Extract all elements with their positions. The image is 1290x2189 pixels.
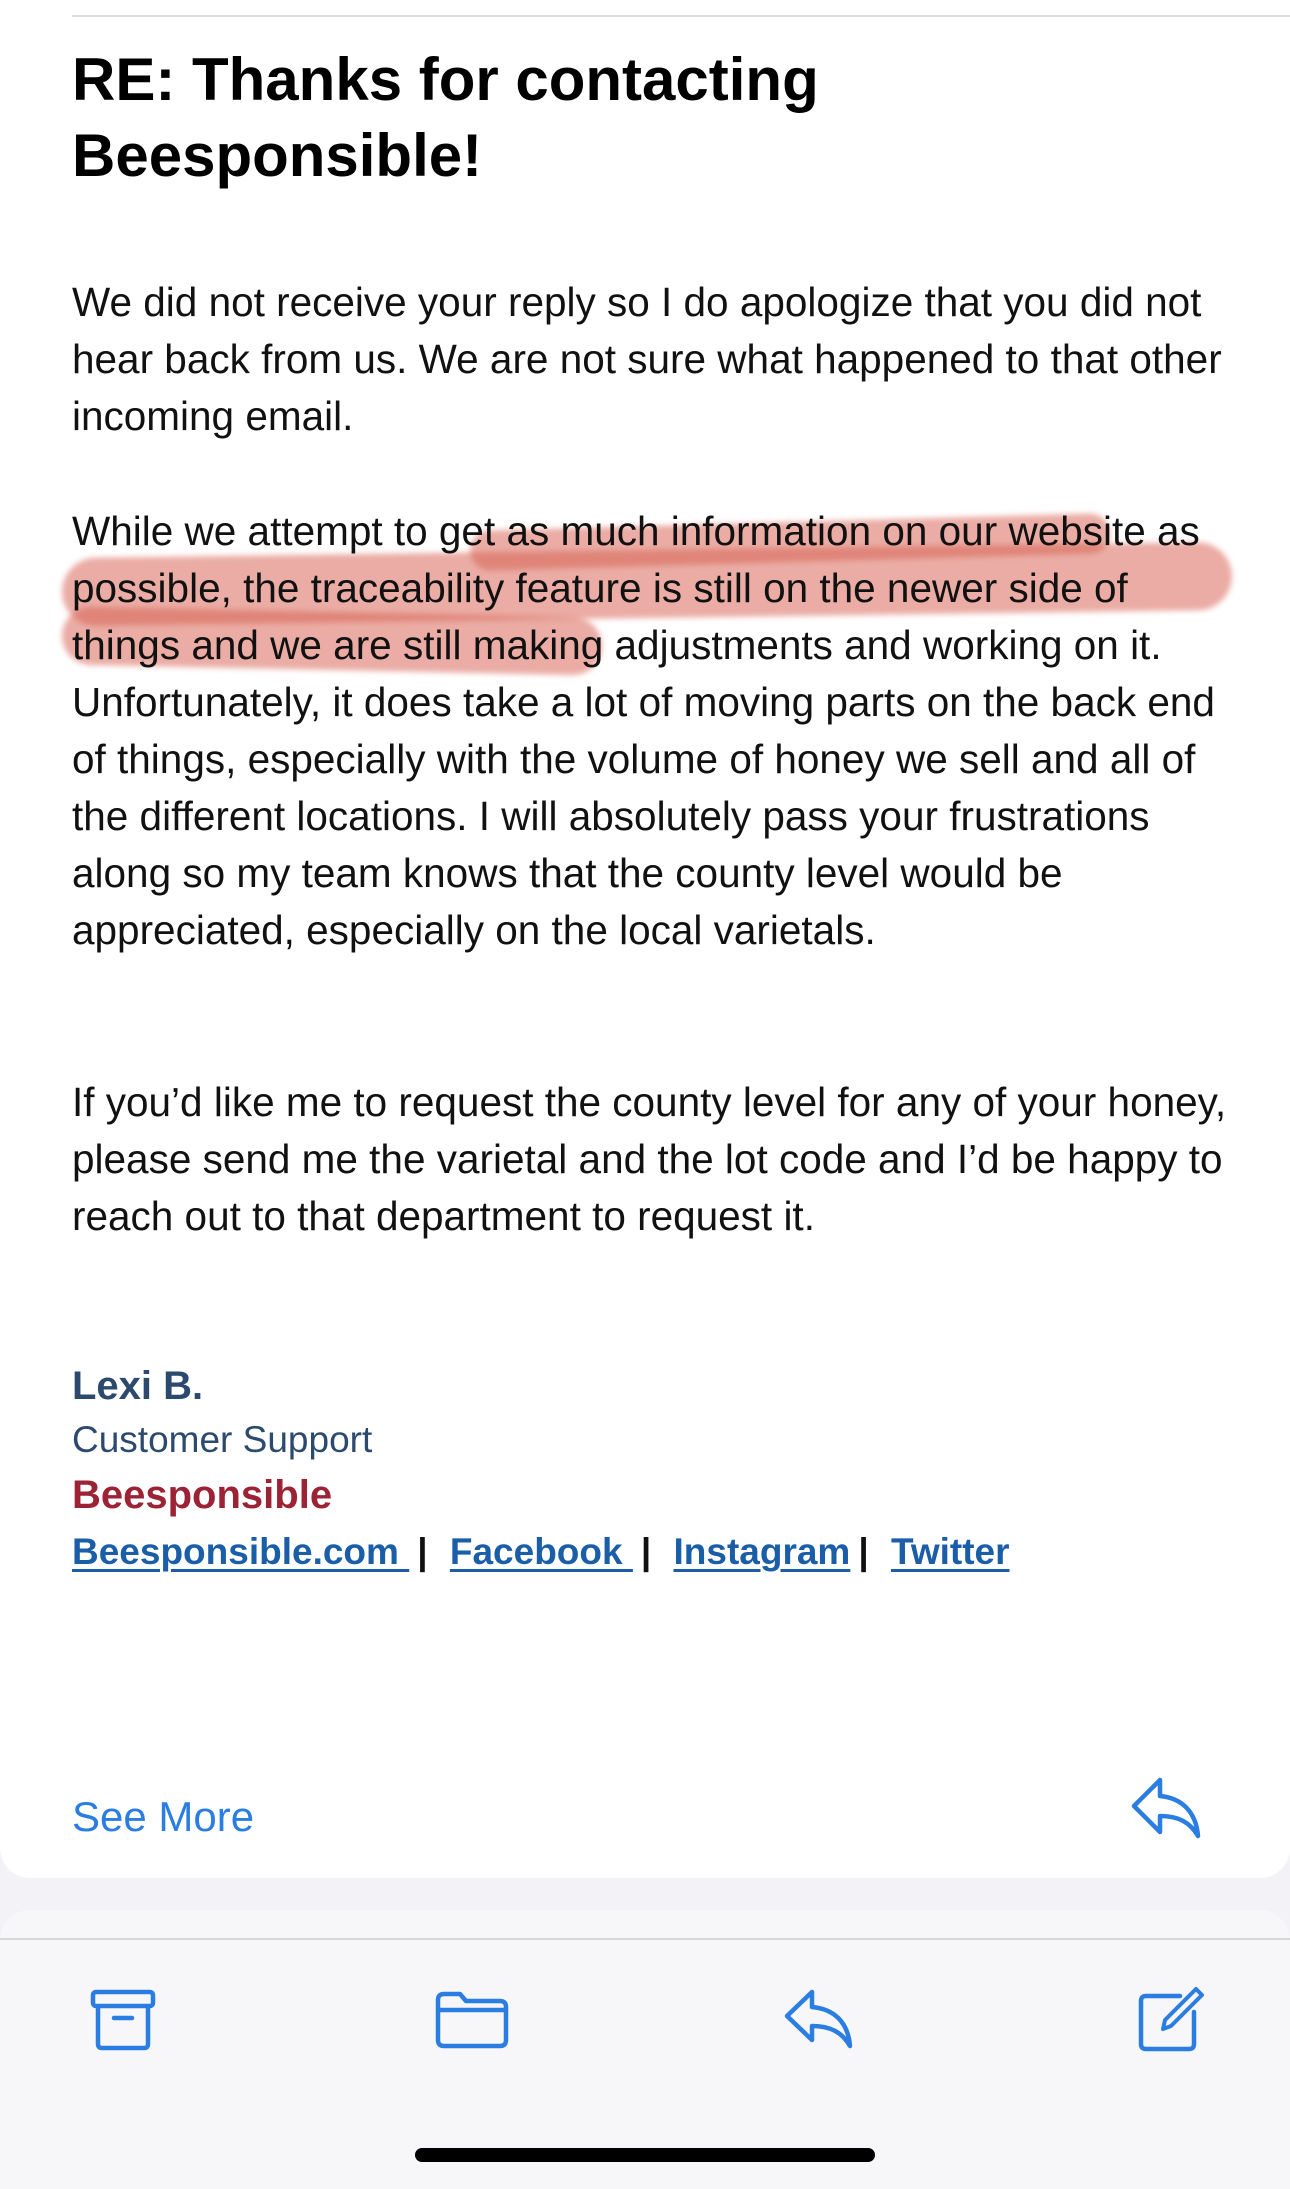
instagram-link[interactable]: Instagram — [673, 1531, 851, 1572]
email-body-paragraph: While we attempt to get as much information on our website as possible, the traceability feature is still on the newer side of things and we are still making adjustments and working on it. Unfortunately, it does take a lot of moving parts on the back end of things, especially with the volume of honey we sell and all of the different locations. I will absolutely pass your frustrations along so my team knows that the county level would be appreciated, especially on the local varietals. — [72, 508, 1215, 953]
signature-company: Beesponsible — [72, 1473, 333, 1517]
website-link[interactable]: Beesponsible.com — [72, 1531, 410, 1572]
compose-icon[interactable] — [1136, 1984, 1206, 2054]
link-separator: | — [640, 1531, 652, 1572]
home-indicator[interactable] — [415, 2148, 875, 2162]
folder-icon[interactable] — [434, 1990, 510, 2050]
reply-icon[interactable] — [782, 1986, 856, 2052]
email-body-paragraph: If you’d like me to request the county level for any of your honey, please send me the varietal and the lot code and I’d be happy to reach out to that department to request it. — [72, 1079, 1227, 1239]
divider — [72, 15, 1290, 17]
see-more-button[interactable]: See More — [72, 1793, 255, 1840]
signature-title: Customer Support — [72, 1419, 373, 1460]
twitter-link[interactable]: Twitter — [890, 1531, 1010, 1572]
archive-icon[interactable] — [90, 1988, 156, 2052]
facebook-link[interactable]: Facebook — [449, 1531, 633, 1572]
reply-icon[interactable] — [1128, 1772, 1204, 1844]
link-separator: | — [417, 1531, 428, 1572]
link-separator: | — [858, 1531, 869, 1572]
email-subject: RE: Thanks for contacting Beesponsible! — [72, 46, 819, 189]
email-body-paragraph: We did not receive your reply so I do apologize that you did not hear back from us. We are not sure what happened to that other incoming email. — [72, 279, 1222, 439]
signature-name: Lexi B. — [72, 1364, 204, 1408]
signature-links — [72, 1529, 1010, 1575]
toolbar-divider — [0, 1938, 1290, 1940]
